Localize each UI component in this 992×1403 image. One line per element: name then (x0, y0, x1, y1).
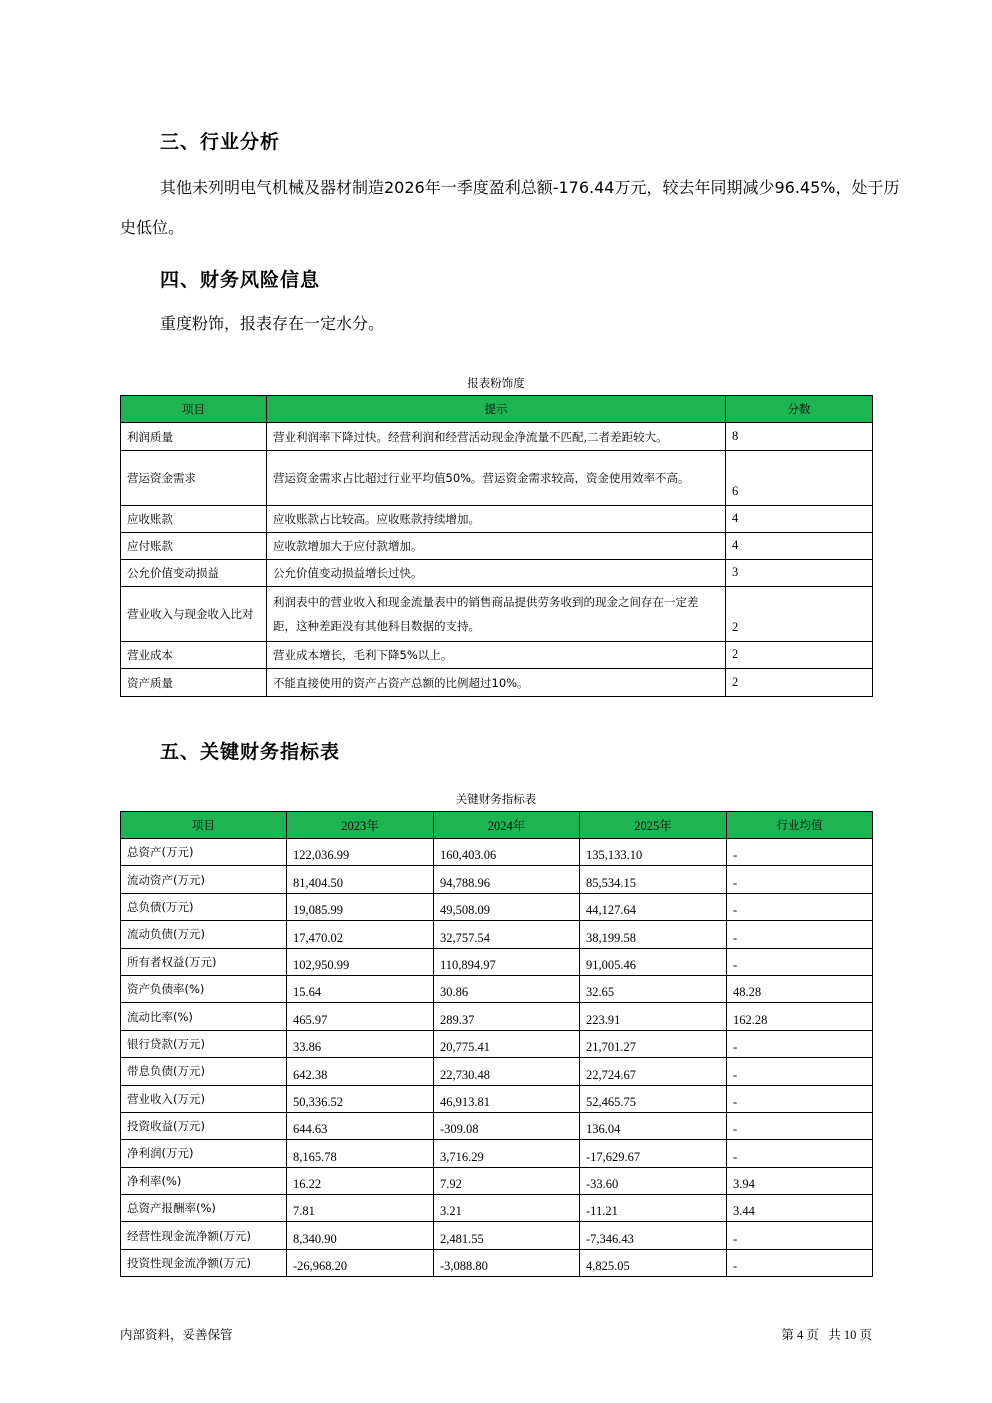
kpi-value-cell: - (727, 893, 873, 920)
risk-hint-cell: 应收款增加大于应付款增加。 (267, 533, 726, 560)
kpi-header-industry-avg: 行业均值 (727, 812, 873, 839)
kpi-item-cell: 净利润(万元) (121, 1140, 287, 1167)
kpi-table (120, 811, 873, 1277)
risk-table-header-row (121, 396, 873, 423)
kpi-value-cell: -33.60 (580, 1167, 727, 1194)
kpi-value-cell: 7.81 (287, 1195, 434, 1222)
kpi-value-cell: 33.86 (287, 1030, 434, 1057)
kpi-table-row (121, 893, 873, 920)
risk-item-cell: 公允价值变动损益 (121, 560, 267, 587)
kpi-item-cell: 资产负债率(%) (121, 975, 287, 1002)
kpi-value-cell: 30.86 (434, 975, 580, 1002)
kpi-table-header-row (121, 812, 873, 839)
section-heading-kpi: 五、关键财务指标表 (160, 741, 341, 763)
kpi-item-cell: 净利率(%) (121, 1167, 287, 1194)
kpi-value-cell: 22,730.48 (434, 1058, 580, 1085)
kpi-value-cell: 32,757.54 (434, 921, 580, 948)
kpi-item-cell: 营业收入(万元) (121, 1085, 287, 1112)
risk-score-cell: 4 (726, 506, 873, 533)
kpi-value-cell: -17,629.67 (580, 1140, 727, 1167)
kpi-value-cell: 46,913.81 (434, 1085, 580, 1112)
kpi-value-cell: - (727, 1140, 873, 1167)
risk-table-caption: 报表粉饰度 (467, 376, 525, 390)
kpi-table-row (121, 1167, 873, 1194)
footer-confidential-note: 内部资料，妥善保管 (120, 1327, 233, 1342)
kpi-value-cell: 110,894.97 (434, 948, 580, 975)
kpi-value-cell: 16.22 (287, 1167, 434, 1194)
kpi-value-cell: 644.63 (287, 1112, 434, 1139)
kpi-value-cell: - (727, 1030, 873, 1057)
kpi-value-cell: 85,534.15 (580, 866, 727, 893)
kpi-table-row (121, 1085, 873, 1112)
risk-hint-cell: 公允价值变动损益增长过快。 (267, 560, 726, 587)
kpi-value-cell: - (727, 1085, 873, 1112)
kpi-value-cell: -26,968.20 (287, 1249, 434, 1276)
kpi-item-cell: 总负债(万元) (121, 893, 287, 920)
risk-score-cell: 2 (726, 669, 873, 697)
kpi-value-cell: 122,036.99 (287, 839, 434, 866)
risk-score-cell: 6 (726, 451, 873, 506)
risk-hint-cell: 利润表中的营业收入和现金流量表中的销售商品提供劳务收到的现金之间存在一定差距，这种差距没有其他科目数据的支持。 (267, 587, 726, 642)
kpi-item-cell: 银行贷款(万元) (121, 1030, 287, 1057)
kpi-item-cell: 所有者权益(万元) (121, 948, 287, 975)
kpi-item-cell: 流动资产(万元) (121, 866, 287, 893)
kpi-table-row (121, 1195, 873, 1222)
risk-score-cell: 2 (726, 642, 873, 669)
risk-item-cell: 营运资金需求 (121, 451, 267, 506)
kpi-header-2025: 2025年 (580, 812, 727, 839)
kpi-table-row (121, 975, 873, 1002)
kpi-value-cell: 19,085.99 (287, 893, 434, 920)
kpi-value-cell: 162.28 (727, 1003, 873, 1030)
kpi-table-row (121, 948, 873, 975)
kpi-table-row (121, 1030, 873, 1057)
kpi-value-cell: -309.08 (434, 1112, 580, 1139)
kpi-value-cell: 48.28 (727, 975, 873, 1002)
risk-table-row (121, 506, 873, 533)
kpi-value-cell: 2,481.55 (434, 1222, 580, 1249)
kpi-value-cell: -7,346.43 (580, 1222, 727, 1249)
kpi-value-cell: - (727, 1058, 873, 1085)
risk-hint-cell: 营运资金需求占比超过行业平均值50%。营运资金需求较高，资金使用效率不高。 (267, 451, 726, 506)
kpi-table-row (121, 1249, 873, 1276)
risk-item-cell: 资产质量 (121, 669, 267, 697)
kpi-value-cell: 289.37 (434, 1003, 580, 1030)
industry-analysis-text: 其他未列明电气机械及器材制造2026年一季度盈利总额-176.44万元，较去年同期减少96.45%，处于历史低位。 (120, 178, 900, 237)
kpi-value-cell: 7.92 (434, 1167, 580, 1194)
kpi-value-cell: - (727, 1222, 873, 1249)
kpi-item-cell: 经营性现金流净额(万元) (121, 1222, 287, 1249)
risk-table-row (121, 423, 873, 451)
risk-score-cell: 8 (726, 423, 873, 451)
risk-score-cell: 4 (726, 533, 873, 560)
risk-header-item: 项目 (121, 396, 267, 423)
risk-table-row (121, 587, 873, 642)
kpi-value-cell: 17,470.02 (287, 921, 434, 948)
risk-table-row (121, 560, 873, 587)
kpi-item-cell: 带息负债(万元) (121, 1058, 287, 1085)
risk-table (120, 395, 873, 697)
kpi-value-cell: 8,340.90 (287, 1222, 434, 1249)
kpi-header-2024: 2024年 (434, 812, 580, 839)
risk-item-cell: 应付账款 (121, 533, 267, 560)
kpi-header-item: 项目 (121, 812, 287, 839)
kpi-value-cell: 465.97 (287, 1003, 434, 1030)
kpi-value-cell: 15.64 (287, 975, 434, 1002)
kpi-item-cell: 投资收益(万元) (121, 1112, 287, 1139)
kpi-item-cell: 流动负债(万元) (121, 921, 287, 948)
risk-table-row (121, 669, 873, 697)
footer-page-number: 第 4 页 共 10 页 (781, 1328, 872, 1342)
kpi-value-cell: - (727, 839, 873, 866)
kpi-value-cell: - (727, 866, 873, 893)
kpi-value-cell: - (727, 1112, 873, 1139)
risk-table-row (121, 642, 873, 669)
kpi-table-row (121, 1140, 873, 1167)
kpi-value-cell: 3.44 (727, 1195, 873, 1222)
kpi-value-cell: 135,133.10 (580, 839, 727, 866)
kpi-value-cell: 81,404.50 (287, 866, 434, 893)
kpi-item-cell: 流动比率(%) (121, 1003, 287, 1030)
risk-item-cell: 营业成本 (121, 642, 267, 669)
risk-item-cell: 应收账款 (121, 506, 267, 533)
kpi-value-cell: 223.91 (580, 1003, 727, 1030)
kpi-value-cell: 94,788.96 (434, 866, 580, 893)
kpi-value-cell: 642.38 (287, 1058, 434, 1085)
kpi-table-row (121, 839, 873, 866)
kpi-header-2023: 2023年 (287, 812, 434, 839)
risk-hint-cell: 营业利润率下降过快。经营利润和经营活动现金净流量不匹配,二者差距较大。 (267, 423, 726, 451)
kpi-value-cell: 52,465.75 (580, 1085, 727, 1112)
kpi-value-cell: 4,825.05 (580, 1249, 727, 1276)
kpi-value-cell: 102,950.99 (287, 948, 434, 975)
kpi-value-cell: 21,701.27 (580, 1030, 727, 1057)
kpi-table-row (121, 866, 873, 893)
risk-hint-cell: 应收账款占比较高。应收账款持续增加。 (267, 506, 726, 533)
section-heading-risk: 四、财务风险信息 (160, 269, 321, 291)
kpi-item-cell: 投资性现金流净额(万元) (121, 1249, 287, 1276)
risk-hint-cell: 营业成本增长，毛利下降5%以上。 (267, 642, 726, 669)
kpi-value-cell: - (727, 1249, 873, 1276)
risk-summary-text: 重度粉饰，报表存在一定水分。 (160, 314, 385, 333)
kpi-item-cell: 总资产报酬率(%) (121, 1195, 287, 1222)
risk-item-cell: 利润质量 (121, 423, 267, 451)
risk-table-row (121, 451, 873, 506)
risk-score-cell: 2 (726, 587, 873, 642)
risk-header-score: 分数 (726, 396, 873, 423)
kpi-value-cell: 22,724.67 (580, 1058, 727, 1085)
kpi-value-cell: 160,403.06 (434, 839, 580, 866)
risk-header-hint: 提示 (267, 396, 726, 423)
kpi-value-cell: 8,165.78 (287, 1140, 434, 1167)
kpi-value-cell: 49,508.09 (434, 893, 580, 920)
kpi-table-row (121, 1112, 873, 1139)
risk-score-cell: 3 (726, 560, 873, 587)
kpi-value-cell: 136.04 (580, 1112, 727, 1139)
kpi-table-row (121, 1003, 873, 1030)
kpi-value-cell: - (727, 921, 873, 948)
kpi-value-cell: -11.21 (580, 1195, 727, 1222)
kpi-table-caption: 关键财务指标表 (455, 792, 537, 806)
kpi-table-row (121, 1222, 873, 1249)
kpi-value-cell: 3.94 (727, 1167, 873, 1194)
kpi-value-cell: -3,088.80 (434, 1249, 580, 1276)
kpi-value-cell: 3,716.29 (434, 1140, 580, 1167)
kpi-value-cell: 44,127.64 (580, 893, 727, 920)
kpi-item-cell: 总资产(万元) (121, 839, 287, 866)
kpi-value-cell: 50,336.52 (287, 1085, 434, 1112)
kpi-value-cell: - (727, 948, 873, 975)
risk-hint-cell: 不能直接使用的资产占资产总额的比例超过10%。 (267, 669, 726, 697)
kpi-value-cell: 91,005.46 (580, 948, 727, 975)
risk-table-row (121, 533, 873, 560)
kpi-table-row (121, 1058, 873, 1085)
risk-item-cell: 营业收入与现金收入比对 (121, 587, 267, 642)
kpi-table-row (121, 921, 873, 948)
kpi-value-cell: 20,775.41 (434, 1030, 580, 1057)
kpi-value-cell: 32.65 (580, 975, 727, 1002)
kpi-value-cell: 38,199.58 (580, 921, 727, 948)
kpi-value-cell: 3.21 (434, 1195, 580, 1222)
section-heading-industry: 三、行业分析 (160, 131, 281, 153)
